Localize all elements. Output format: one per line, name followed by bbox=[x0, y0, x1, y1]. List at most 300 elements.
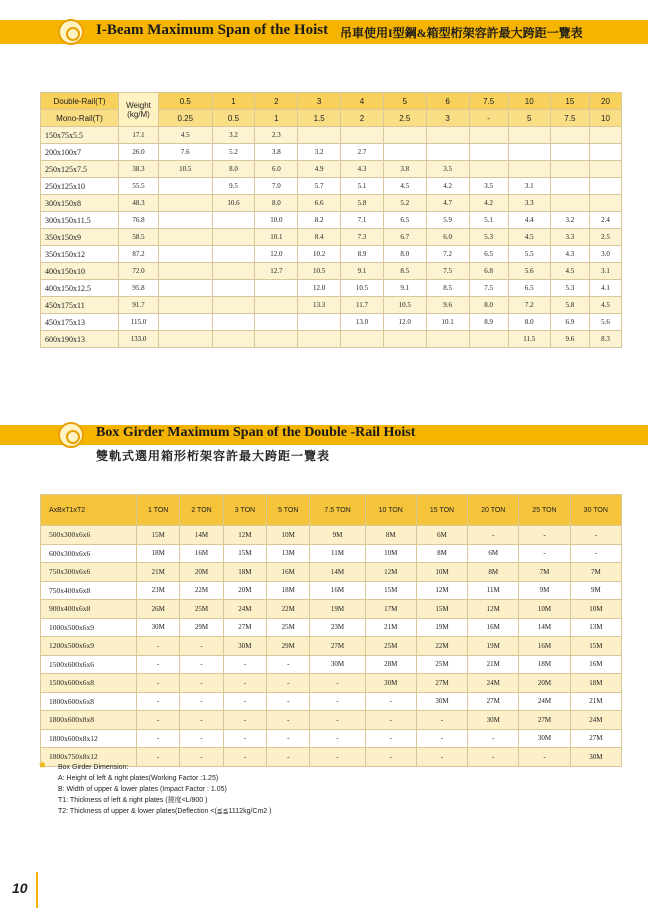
weight-cell: 87.2 bbox=[119, 246, 159, 263]
span-value-cell: 25M bbox=[365, 637, 416, 656]
span-value-cell: 5.8 bbox=[341, 195, 384, 212]
span-value-cell bbox=[255, 297, 298, 314]
mono-capacity-cell: 3 bbox=[426, 110, 469, 127]
span-value-cell: 4.5 bbox=[550, 263, 589, 280]
section2-title-zh: 雙軌式選用箱形桁架容許最大跨距一覽表 bbox=[96, 449, 331, 463]
mono-capacity-cell: 0.25 bbox=[159, 110, 213, 127]
span-value-cell: 30M bbox=[223, 637, 266, 656]
table-row bbox=[41, 711, 622, 730]
span-value-cell: 9M bbox=[570, 581, 621, 600]
span-value-cell: 8.5 bbox=[383, 263, 426, 280]
span-value-cell: 25M bbox=[267, 618, 310, 637]
double-rail-label: Double-Rail(T) bbox=[41, 93, 119, 110]
span-value-cell bbox=[159, 229, 213, 246]
notes-line: A: Height of left & right plates(Working Factor :1.25) bbox=[58, 775, 219, 782]
girder-size-cell: 500x300x6x6 bbox=[41, 526, 137, 545]
span-value-cell: 3.1 bbox=[589, 263, 621, 280]
span-value-cell: 14M bbox=[310, 563, 365, 582]
span-value-cell: 3.3 bbox=[508, 195, 550, 212]
weight-cell: 26.0 bbox=[119, 144, 159, 161]
span-value-cell bbox=[255, 314, 298, 331]
span-value-cell: 20M bbox=[223, 581, 266, 600]
span-value-cell bbox=[298, 331, 341, 348]
span-value-cell: 19M bbox=[310, 600, 365, 619]
span-value-cell: - bbox=[365, 748, 416, 767]
span-value-cell bbox=[212, 297, 255, 314]
span-value-cell bbox=[550, 178, 589, 195]
ibeam-size-cell: 450x175x13 bbox=[41, 314, 119, 331]
span-value-cell bbox=[469, 144, 508, 161]
span-value-cell bbox=[159, 263, 213, 280]
span-value-cell: - bbox=[223, 748, 266, 767]
span-value-cell: 10.5 bbox=[159, 161, 213, 178]
span-value-cell: 27M bbox=[570, 729, 621, 748]
span-value-cell bbox=[341, 331, 384, 348]
span-value-cell: 12M bbox=[416, 581, 467, 600]
girder-size-cell: 1800x600x8x8 bbox=[41, 711, 137, 730]
span-value-cell: 16M bbox=[519, 637, 570, 656]
capacity-header: 3 TON bbox=[223, 495, 266, 526]
mono-capacity-cell: 7.5 bbox=[550, 110, 589, 127]
table-row bbox=[41, 229, 622, 246]
weight-cell: 17.1 bbox=[119, 127, 159, 144]
table-row bbox=[41, 212, 622, 229]
ibeam-size-cell: 250x125x7.5 bbox=[41, 161, 119, 178]
span-value-cell: 11.5 bbox=[508, 331, 550, 348]
capacity-header: 10 TON bbox=[365, 495, 416, 526]
span-value-cell: 8.0 bbox=[255, 195, 298, 212]
span-value-cell: 6.6 bbox=[298, 195, 341, 212]
weight-cell: 48.3 bbox=[119, 195, 159, 212]
mono-rail-label: Mono-Rail(T) bbox=[41, 110, 119, 127]
span-value-cell: 13.3 bbox=[298, 297, 341, 314]
span-value-cell bbox=[159, 280, 213, 297]
span-value-cell: 9M bbox=[519, 581, 570, 600]
span-value-cell: 22M bbox=[416, 637, 467, 656]
span-value-cell: 5.3 bbox=[469, 229, 508, 246]
table-row bbox=[41, 618, 622, 637]
span-value-cell: 4.2 bbox=[469, 195, 508, 212]
span-value-cell: 15M bbox=[570, 637, 621, 656]
span-value-cell: 3.5 bbox=[426, 161, 469, 178]
span-value-cell: 10.6 bbox=[212, 195, 255, 212]
box-girder-span-table bbox=[40, 494, 622, 767]
span-value-cell: 10M bbox=[267, 526, 310, 545]
span-value-cell: 8.4 bbox=[298, 229, 341, 246]
table-row bbox=[41, 674, 622, 693]
page-number: 10 bbox=[12, 880, 28, 896]
table-row bbox=[41, 600, 622, 619]
span-value-cell bbox=[469, 127, 508, 144]
girder-size-cell: 900x400x6x8 bbox=[41, 600, 137, 619]
span-value-cell bbox=[255, 280, 298, 297]
span-value-cell: 30M bbox=[519, 729, 570, 748]
span-value-cell: 9M bbox=[310, 526, 365, 545]
span-value-cell: 27M bbox=[223, 618, 266, 637]
span-value-cell: 12M bbox=[223, 526, 266, 545]
span-value-cell: - bbox=[310, 729, 365, 748]
ibeam-size-cell: 600x190x13 bbox=[41, 331, 119, 348]
span-value-cell: 7.0 bbox=[255, 178, 298, 195]
double-capacity-cell: 0.5 bbox=[159, 93, 213, 110]
span-value-cell: 6.9 bbox=[550, 314, 589, 331]
span-value-cell: 8.2 bbox=[298, 212, 341, 229]
mono-capacity-cell: 2.5 bbox=[383, 110, 426, 127]
double-capacity-cell: 2 bbox=[255, 93, 298, 110]
span-value-cell: 5.6 bbox=[589, 314, 621, 331]
span-value-cell: 21M bbox=[468, 655, 519, 674]
span-value-cell: 18M bbox=[137, 544, 180, 563]
span-value-cell bbox=[550, 127, 589, 144]
span-value-cell: - bbox=[267, 711, 310, 730]
span-value-cell bbox=[159, 297, 213, 314]
span-value-cell: 3.8 bbox=[255, 144, 298, 161]
span-value-cell: 21M bbox=[365, 618, 416, 637]
span-value-cell: 2.7 bbox=[341, 144, 384, 161]
table-row bbox=[41, 729, 622, 748]
span-value-cell bbox=[508, 144, 550, 161]
span-value-cell: - bbox=[180, 655, 223, 674]
span-value-cell: 12.0 bbox=[255, 246, 298, 263]
span-value-cell bbox=[159, 314, 213, 331]
capacity-header: 7.5 TON bbox=[310, 495, 365, 526]
span-value-cell: 5.9 bbox=[426, 212, 469, 229]
span-value-cell bbox=[159, 212, 213, 229]
double-capacity-cell: 20 bbox=[589, 93, 621, 110]
capacity-header: 2 TON bbox=[180, 495, 223, 526]
span-value-cell: 13M bbox=[570, 618, 621, 637]
notes-line: B: Width of upper & lower plates (Impact Factor : 1.05) bbox=[58, 786, 227, 793]
span-value-cell: 3.0 bbox=[589, 246, 621, 263]
span-value-cell: 8.9 bbox=[341, 246, 384, 263]
span-value-cell: 8.0 bbox=[383, 246, 426, 263]
mono-capacity-cell: 1.5 bbox=[298, 110, 341, 127]
span-value-cell: 2.4 bbox=[589, 212, 621, 229]
span-value-cell: 8.0 bbox=[212, 161, 255, 178]
girder-size-cell: 600x300x6x6 bbox=[41, 544, 137, 563]
table-row bbox=[41, 246, 622, 263]
span-value-cell: 7.5 bbox=[469, 280, 508, 297]
ibeam-span-table bbox=[40, 92, 622, 348]
span-value-cell bbox=[159, 246, 213, 263]
table-row bbox=[41, 195, 622, 212]
span-value-cell: 30M bbox=[570, 748, 621, 767]
span-value-cell: 12.0 bbox=[298, 280, 341, 297]
capacity-header: 20 TON bbox=[468, 495, 519, 526]
span-value-cell: 11M bbox=[310, 544, 365, 563]
ibeam-size-cell: 450x175x11 bbox=[41, 297, 119, 314]
span-value-cell bbox=[426, 144, 469, 161]
span-value-cell: - bbox=[267, 674, 310, 693]
span-value-cell: 23M bbox=[310, 618, 365, 637]
span-value-cell: 20M bbox=[519, 674, 570, 693]
span-value-cell: 16M bbox=[468, 618, 519, 637]
span-value-cell: 6.0 bbox=[255, 161, 298, 178]
span-value-cell: 5.3 bbox=[550, 280, 589, 297]
span-value-cell: 10M bbox=[519, 600, 570, 619]
span-value-cell: - bbox=[223, 692, 266, 711]
header-row-double bbox=[41, 93, 622, 110]
span-value-cell: 30M bbox=[468, 711, 519, 730]
span-value-cell: - bbox=[468, 748, 519, 767]
mono-capacity-cell: 1 bbox=[255, 110, 298, 127]
span-value-cell bbox=[298, 314, 341, 331]
span-value-cell: 10.5 bbox=[341, 280, 384, 297]
span-value-cell bbox=[589, 161, 621, 178]
span-value-cell bbox=[426, 127, 469, 144]
span-value-cell bbox=[508, 161, 550, 178]
span-value-cell: 27M bbox=[519, 711, 570, 730]
span-value-cell bbox=[298, 127, 341, 144]
capacity-header: 25 TON bbox=[519, 495, 570, 526]
span-value-cell: 6.8 bbox=[469, 263, 508, 280]
span-value-cell: 16M bbox=[310, 581, 365, 600]
span-value-cell: - bbox=[223, 729, 266, 748]
span-value-cell bbox=[589, 127, 621, 144]
span-value-cell: 9.1 bbox=[341, 263, 384, 280]
circle-bullet-icon bbox=[58, 19, 84, 45]
span-value-cell: 7.5 bbox=[426, 263, 469, 280]
girder-size-cell: 750x400x6x8 bbox=[41, 581, 137, 600]
span-value-cell: 10.2 bbox=[298, 246, 341, 263]
girder-size-cell: 1200x500x6x9 bbox=[41, 637, 137, 656]
span-value-cell: 25M bbox=[416, 655, 467, 674]
span-value-cell: 4.7 bbox=[426, 195, 469, 212]
span-value-cell: 5.2 bbox=[383, 195, 426, 212]
span-value-cell: - bbox=[267, 692, 310, 711]
span-value-cell: 15M bbox=[137, 526, 180, 545]
span-value-cell: 19M bbox=[416, 618, 467, 637]
span-value-cell: 10.5 bbox=[298, 263, 341, 280]
span-value-cell: - bbox=[137, 674, 180, 693]
span-value-cell: 8.9 bbox=[469, 314, 508, 331]
table-row bbox=[41, 144, 622, 161]
span-value-cell: 7.3 bbox=[341, 229, 384, 246]
span-value-cell: 14M bbox=[180, 526, 223, 545]
span-value-cell: 8.0 bbox=[508, 314, 550, 331]
span-value-cell: 30M bbox=[137, 618, 180, 637]
span-value-cell: 5.1 bbox=[469, 212, 508, 229]
span-value-cell: - bbox=[267, 748, 310, 767]
span-value-cell: 17M bbox=[365, 600, 416, 619]
span-value-cell: 30M bbox=[365, 674, 416, 693]
double-capacity-cell: 6 bbox=[426, 93, 469, 110]
span-value-cell: 12M bbox=[468, 600, 519, 619]
weight-unit: (kg/M) bbox=[127, 109, 150, 119]
span-value-cell: - bbox=[137, 637, 180, 656]
double-capacity-cell: 10 bbox=[508, 93, 550, 110]
span-value-cell: 6.7 bbox=[383, 229, 426, 246]
span-value-cell: 29M bbox=[267, 637, 310, 656]
span-value-cell: 10.1 bbox=[255, 229, 298, 246]
span-value-cell: - bbox=[310, 748, 365, 767]
span-value-cell: 7.6 bbox=[159, 144, 213, 161]
span-value-cell bbox=[426, 331, 469, 348]
span-value-cell: 10M bbox=[570, 600, 621, 619]
span-value-cell: 8M bbox=[365, 526, 416, 545]
table-row bbox=[41, 178, 622, 195]
weight-cell: 72.0 bbox=[119, 263, 159, 280]
span-value-cell: 5.5 bbox=[508, 246, 550, 263]
span-value-cell: 13.0 bbox=[341, 314, 384, 331]
table-row bbox=[41, 637, 622, 656]
span-value-cell: 3.2 bbox=[212, 127, 255, 144]
double-capacity-cell: 4 bbox=[341, 93, 384, 110]
span-value-cell: 18M bbox=[570, 674, 621, 693]
capacity-header: 1 TON bbox=[137, 495, 180, 526]
span-value-cell: 29M bbox=[180, 618, 223, 637]
ibeam-size-cell: 350x150x12 bbox=[41, 246, 119, 263]
weight-label: Weight bbox=[126, 100, 151, 110]
double-capacity-cell: 5 bbox=[383, 93, 426, 110]
span-value-cell: 9.5 bbox=[212, 178, 255, 195]
span-value-cell: 27M bbox=[310, 637, 365, 656]
span-value-cell: 12.0 bbox=[383, 314, 426, 331]
span-value-cell: 5.1 bbox=[341, 178, 384, 195]
span-value-cell: 6.5 bbox=[383, 212, 426, 229]
span-value-cell: 9.6 bbox=[426, 297, 469, 314]
span-value-cell: - bbox=[180, 748, 223, 767]
span-value-cell: 22M bbox=[180, 581, 223, 600]
span-value-cell bbox=[383, 331, 426, 348]
table-row bbox=[41, 263, 622, 280]
span-value-cell bbox=[341, 127, 384, 144]
span-value-cell: 5.6 bbox=[508, 263, 550, 280]
span-value-cell: 8M bbox=[416, 544, 467, 563]
span-value-cell: - bbox=[365, 711, 416, 730]
span-value-cell: 18M bbox=[223, 563, 266, 582]
span-value-cell bbox=[508, 127, 550, 144]
girder-size-cell: 1000x500x6x9 bbox=[41, 618, 137, 637]
ibeam-size-cell: 350x150x9 bbox=[41, 229, 119, 246]
span-value-cell: 5.8 bbox=[550, 297, 589, 314]
weight-cell: 115.0 bbox=[119, 314, 159, 331]
span-value-cell: 30M bbox=[310, 655, 365, 674]
span-value-cell: 15M bbox=[416, 600, 467, 619]
span-value-cell: 4.3 bbox=[341, 161, 384, 178]
table-row bbox=[41, 692, 622, 711]
span-value-cell: 8M bbox=[468, 563, 519, 582]
page-number-divider bbox=[36, 872, 38, 908]
span-value-cell: 28M bbox=[365, 655, 416, 674]
table-row bbox=[41, 655, 622, 674]
span-value-cell: - bbox=[180, 692, 223, 711]
ibeam-size-cell: 250x125x10 bbox=[41, 178, 119, 195]
capacity-header: 5 TON bbox=[267, 495, 310, 526]
span-value-cell: 24M bbox=[570, 711, 621, 730]
span-value-cell: 3.1 bbox=[508, 178, 550, 195]
span-value-cell: - bbox=[468, 729, 519, 748]
span-value-cell: - bbox=[137, 729, 180, 748]
circle-bullet-icon bbox=[58, 422, 84, 448]
table-row bbox=[41, 314, 622, 331]
span-value-cell bbox=[383, 127, 426, 144]
table-row bbox=[41, 297, 622, 314]
span-value-cell: 12M bbox=[365, 563, 416, 582]
span-value-cell bbox=[212, 263, 255, 280]
mono-capacity-cell: 5 bbox=[508, 110, 550, 127]
span-value-cell: 8.5 bbox=[426, 280, 469, 297]
span-value-cell: - bbox=[137, 655, 180, 674]
span-value-cell bbox=[589, 178, 621, 195]
ibeam-size-cell: 300x150x8 bbox=[41, 195, 119, 212]
notes-line: T2: Thickness of upper & lower plates(Deflection <(≦≦1112kg/Cm2 ) bbox=[58, 808, 272, 815]
span-value-cell bbox=[550, 195, 589, 212]
span-value-cell: - bbox=[416, 729, 467, 748]
span-value-cell: - bbox=[519, 544, 570, 563]
span-value-cell: - bbox=[137, 692, 180, 711]
span-value-cell: - bbox=[310, 692, 365, 711]
span-value-cell: - bbox=[180, 637, 223, 656]
ibeam-size-cell: 400x150x10 bbox=[41, 263, 119, 280]
span-value-cell: 10M bbox=[365, 544, 416, 563]
span-value-cell: - bbox=[365, 692, 416, 711]
weight-cell: 55.5 bbox=[119, 178, 159, 195]
span-value-cell: - bbox=[365, 729, 416, 748]
mono-capacity-cell: 0.5 bbox=[212, 110, 255, 127]
span-value-cell bbox=[212, 280, 255, 297]
span-value-cell: - bbox=[416, 711, 467, 730]
span-value-cell: 7.2 bbox=[426, 246, 469, 263]
table-row bbox=[41, 581, 622, 600]
span-value-cell: 15M bbox=[365, 581, 416, 600]
span-value-cell: - bbox=[468, 526, 519, 545]
mono-capacity-cell: 2 bbox=[341, 110, 384, 127]
span-value-cell: 26M bbox=[137, 600, 180, 619]
span-value-cell: 4.5 bbox=[508, 229, 550, 246]
span-value-cell: - bbox=[180, 674, 223, 693]
span-value-cell: 12.7 bbox=[255, 263, 298, 280]
span-value-cell: 11.7 bbox=[341, 297, 384, 314]
span-value-cell bbox=[469, 161, 508, 178]
dimension-header: AxBxT1xT2 bbox=[41, 495, 137, 526]
span-value-cell bbox=[589, 195, 621, 212]
span-value-cell: 9.6 bbox=[550, 331, 589, 348]
table-row bbox=[41, 280, 622, 297]
span-value-cell bbox=[212, 212, 255, 229]
span-value-cell: 11M bbox=[468, 581, 519, 600]
span-value-cell: 10.0 bbox=[255, 212, 298, 229]
span-value-cell: 20M bbox=[180, 563, 223, 582]
span-value-cell: - bbox=[180, 729, 223, 748]
span-value-cell: 6M bbox=[416, 526, 467, 545]
span-value-cell: 19M bbox=[468, 637, 519, 656]
span-value-cell: - bbox=[137, 748, 180, 767]
span-value-cell: 14M bbox=[519, 618, 570, 637]
span-value-cell: 9.1 bbox=[383, 280, 426, 297]
girder-size-cell: 1500x600x6x6 bbox=[41, 655, 137, 674]
weight-cell: 91.7 bbox=[119, 297, 159, 314]
span-value-cell: - bbox=[223, 711, 266, 730]
table-row bbox=[41, 526, 622, 545]
table-row bbox=[41, 331, 622, 348]
span-value-cell: 4.1 bbox=[589, 280, 621, 297]
span-value-cell bbox=[159, 331, 213, 348]
table-row bbox=[41, 563, 622, 582]
span-value-cell: - bbox=[416, 748, 467, 767]
capacity-header: 30 TON bbox=[570, 495, 621, 526]
span-value-cell bbox=[469, 331, 508, 348]
span-value-cell: - bbox=[267, 729, 310, 748]
span-value-cell: 3.5 bbox=[469, 178, 508, 195]
span-value-cell: 2.5 bbox=[589, 229, 621, 246]
span-value-cell: 23M bbox=[137, 581, 180, 600]
ibeam-size-cell: 300x150x11.5 bbox=[41, 212, 119, 229]
span-value-cell: 7.2 bbox=[508, 297, 550, 314]
span-value-cell: 15M bbox=[223, 544, 266, 563]
table-row bbox=[41, 127, 622, 144]
span-value-cell: - bbox=[310, 711, 365, 730]
